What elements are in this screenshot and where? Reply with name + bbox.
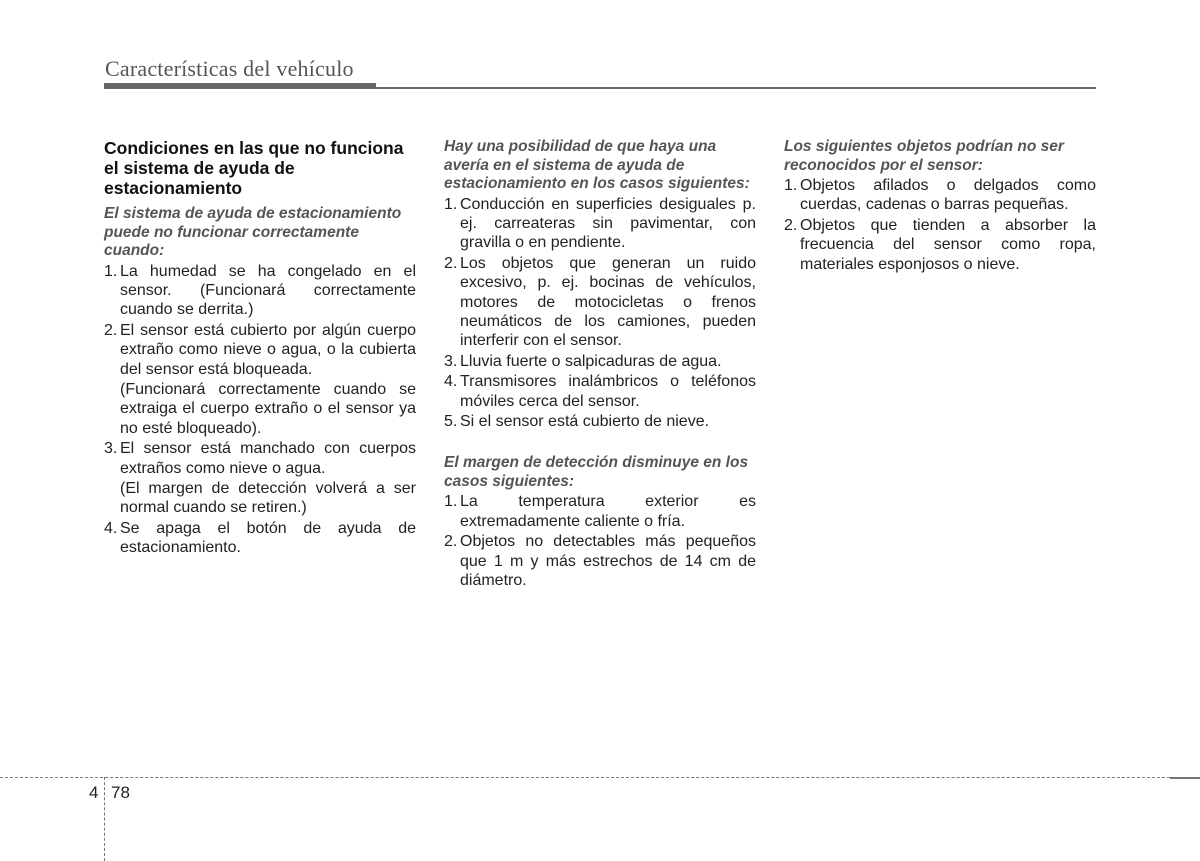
subheading-detection-range-decreases: El margen de detección disminuye en los casos siguientes: bbox=[444, 454, 749, 490]
subheading-possible-malfunction: Hay una posibilidad de que haya una avería en el sistema de ayuda de estacionamiento en los casos siguientes: bbox=[444, 138, 750, 192]
item-number: 1. bbox=[444, 195, 458, 213]
item-number: 5. bbox=[444, 412, 458, 430]
item-number: 4. bbox=[444, 373, 458, 391]
list-item bbox=[104, 439, 416, 478]
item-text: Transmisores inalámbricos o teléfonos móviles cerca del sensor. bbox=[460, 373, 756, 410]
item-number: 3. bbox=[104, 440, 118, 458]
item-text: La humedad se ha congelado en el sensor. (Funcionará correctamente cuando se derrita.) bbox=[120, 262, 416, 319]
unrecognized-objects-list bbox=[784, 176, 1096, 274]
item-number: 1. bbox=[444, 493, 458, 511]
item-number: 2. bbox=[104, 321, 118, 339]
item-number: 4. bbox=[104, 519, 118, 537]
chapter-number: 4 bbox=[89, 783, 99, 802]
list-item bbox=[444, 372, 756, 411]
item-text: El sensor está manchado con cuerpos extraños como nieve o agua. bbox=[120, 440, 416, 477]
column-1 bbox=[104, 138, 416, 559]
section-title: Condiciones en las que no funciona el sistema de ayuda de estacionamiento bbox=[104, 138, 404, 198]
item-text: Los objetos que generan un ruido excesivo, p. ej. bocinas de vehículos, motores de motocicletas o frenos neumáticos de los camiones, pueden interferir con el sensor. bbox=[460, 254, 756, 350]
list-item bbox=[784, 216, 1096, 274]
page-number: 78 bbox=[111, 783, 130, 802]
item-text: El sensor está cubierto por algún cuerpo extraño como nieve o agua, o la cubierta del sensor está bloqueada. bbox=[120, 321, 416, 378]
item-number: 1. bbox=[104, 262, 118, 280]
item-number: 2. bbox=[444, 254, 458, 272]
item-note: (El margen de detección volverá a ser normal cuando se retiren.) bbox=[120, 479, 416, 517]
detection-cases-list bbox=[444, 492, 756, 590]
footer-solid-rule bbox=[1170, 777, 1200, 779]
item-number: 1. bbox=[784, 177, 798, 194]
subheading-malfunction-conditions: El sistema de ayuda de estacionamiento puede no funcionar correctamente cuando: bbox=[104, 205, 402, 259]
column-3 bbox=[784, 138, 1096, 275]
item-text: Si el sensor está cubierto de nieve. bbox=[460, 412, 710, 430]
subheading-unrecognized-objects: Los siguientes objetos podrían no ser reconocidos por el sensor: bbox=[784, 138, 1064, 174]
list-item bbox=[444, 412, 756, 431]
item-number: 2. bbox=[444, 533, 458, 551]
footer-dashed-rule bbox=[0, 777, 1200, 778]
list-item bbox=[444, 195, 756, 253]
item-number: 2. bbox=[784, 216, 798, 234]
item-text: Objetos que tienden a absorber la frecuencia del sensor como ropa, materiales esponjosos o nieve. bbox=[800, 216, 1096, 273]
list-item bbox=[104, 519, 416, 558]
item-text: Objetos afilados o delgados como cuerdas, cadenas o barras pequeñas. bbox=[800, 177, 1096, 214]
conditions-list bbox=[104, 262, 416, 558]
list-item bbox=[784, 176, 1096, 215]
item-text: Conducción en superficies desiguales p. ej. carreateras sin pavimentar, con gravilla o en pendiente. bbox=[460, 195, 756, 252]
list-item bbox=[444, 492, 756, 531]
list-item bbox=[104, 321, 416, 379]
list-item bbox=[444, 532, 756, 590]
item-note: (Funcionará correctamente cuando se extraiga el cuerpo extraño o el sensor ya no esté bloqueado). bbox=[120, 380, 416, 437]
item-text: Se apaga el botón de ayuda de estacionamiento. bbox=[120, 519, 416, 557]
malfunction-cases-list bbox=[444, 195, 756, 432]
list-item bbox=[444, 254, 756, 351]
header-rule-thick bbox=[104, 83, 376, 89]
list-item bbox=[104, 262, 416, 320]
item-text: Objetos no detectables más pequeños que 1 m y más estrechos de 14 cm de diámetro. bbox=[460, 533, 756, 589]
item-number: 3. bbox=[444, 352, 458, 370]
list-item bbox=[444, 352, 756, 371]
footer-vertical-rule bbox=[104, 777, 105, 861]
section-header-title: Características del vehículo bbox=[105, 56, 354, 81]
header-rule-thin bbox=[376, 87, 1096, 89]
item-text: Lluvia fuerte o salpicaduras de agua. bbox=[460, 352, 722, 370]
item-text: La temperatura exterior es extremadamente caliente o fría. bbox=[460, 493, 756, 530]
section-spacer bbox=[444, 432, 756, 454]
column-2 bbox=[444, 138, 756, 591]
